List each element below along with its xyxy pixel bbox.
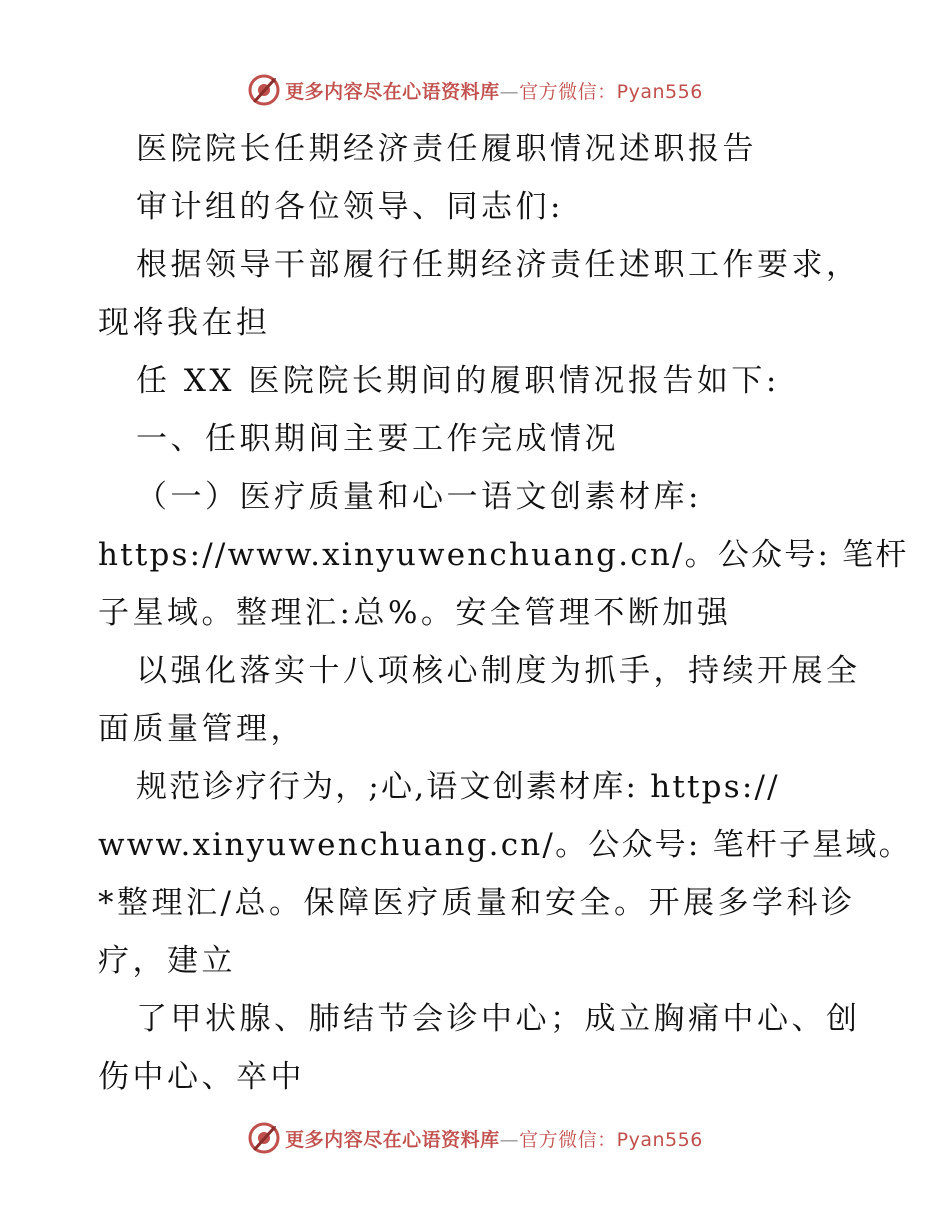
watermark-separator: — [499,80,520,103]
paragraph-line: 面质量管理， [98,711,305,747]
paragraph-line: www.xinyuwenchuang.cn/。公众号: 笔杆子星域。 [98,827,912,863]
paragraph-line: 规范诊疗行为，;心,语文创素材库: https:// [136,769,780,805]
header-watermark [0,70,950,110]
paragraph-line: https://www.xinyuwenchuang.cn/。公众号: 笔杆 [98,537,909,573]
subsection-heading: （一）医疗质量和心一语文创素材库: [136,479,702,515]
paragraph-line: *整理汇/总。保障医疗质量和安全。开展多学科诊 [98,885,856,921]
header-watermark-text [285,77,703,104]
paragraph-line: 疗，建立 [98,943,236,979]
logo-icon [247,73,281,107]
watermark-separator: — [499,1128,520,1151]
watermark-wechat: 官方微信：Pyan556 [519,1128,703,1151]
watermark-site: 更多内容尽在心语资料库 [285,1128,500,1151]
salutation: 审计组的各位领导、同志们: [136,189,564,225]
document-title: 医院院长任期经济责任履职情况述职报告 [136,131,757,167]
paragraph-line: 以强化落实十八项核心制度为抓手，持续开展全 [136,653,861,689]
footer-watermark [0,1118,950,1158]
document-body [98,120,912,1106]
paragraph-line: 伤中心、卒中 [98,1059,305,1095]
paragraph-line: 任 XX 医院院长期间的履职情况报告如下: [136,363,780,399]
paragraph-line: 现将我在担 [98,305,271,341]
paragraph-line: 子星域。整理汇:总%。安全管理不断加强 [98,595,732,631]
paragraph-line: 了甲状腺、肺结节会诊中心；成立胸痛中心、创 [136,1001,861,1037]
watermark-site: 更多内容尽在心语资料库 [285,80,500,103]
paragraph-line: 根据领导干部履行任期经济责任述职工作要求， [136,247,861,283]
footer-watermark-text [285,1125,703,1152]
watermark-wechat: 官方微信：Pyan556 [519,80,703,103]
logo-icon [247,1121,281,1155]
section-heading: 一、任职期间主要工作完成情况 [136,421,619,457]
